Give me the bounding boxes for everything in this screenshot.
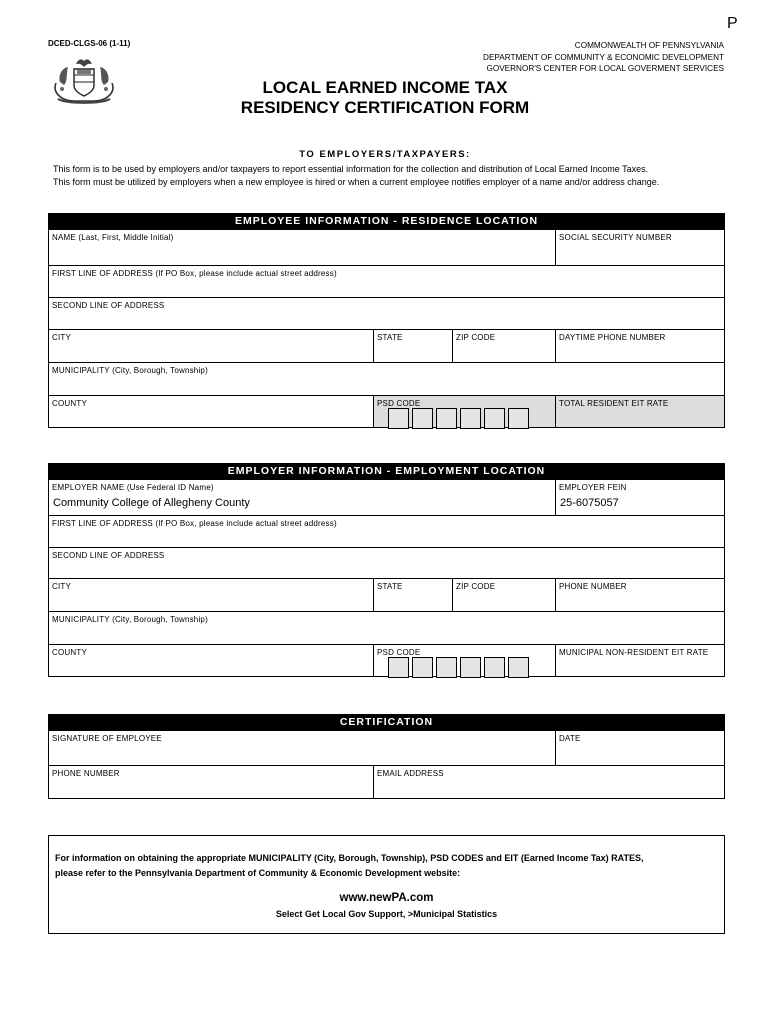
field-label: COUNTY [52,648,87,657]
employee-section [48,213,725,428]
agency-line: DEPARTMENT OF COMMUNITY & ECONOMIC DEVELOPMENT [483,52,724,62]
employee-county-field[interactable] [49,396,373,427]
employee-address2-field[interactable] [49,298,724,329]
employer-fein-field[interactable] [555,480,724,515]
intro-line: This form is to be used by employers and/or taxpayers to report essential information for the collection and distribution of Local Earned Income Taxes. [53,164,649,174]
info-box [48,835,725,934]
employer-city-row [49,578,724,611]
employer-municipality-field[interactable] [49,612,724,644]
field-label: FIRST LINE OF ADDRESS (If PO Box, please include actual street address) [52,519,337,528]
field-label: SIGNATURE OF EMPLOYEE [52,734,162,743]
employer-phone-field[interactable] [555,579,724,611]
field-label: TOTAL RESIDENT EIT RATE [559,399,669,408]
field-label: MUNICIPALITY (City, Borough, Township) [52,615,208,624]
intro-line: This form must be utilized by employers when a new employee is hired or when a current employee notifies employer of a name and/or address change. [53,177,660,187]
employer-address1-field[interactable] [49,516,724,547]
employee-county-row [49,395,724,427]
employer-psd-field [373,645,555,676]
agency-block [483,40,724,75]
psd-digit-box[interactable] [436,657,457,678]
psd-digit-box[interactable] [388,408,409,429]
field-label: PHONE NUMBER [52,769,120,778]
employer-city-field[interactable] [49,579,373,611]
employee-signature-field[interactable] [49,731,555,765]
employer-state-field[interactable] [373,579,452,611]
agency-line: COMMONWEALTH OF PENNSYLVANIA [574,41,724,50]
employee-section-title: EMPLOYEE INFORMATION - RESIDENCE LOCATION [49,214,724,229]
psd-digit-box[interactable] [412,408,433,429]
page-corner-mark: P [727,15,738,32]
employee-address2-row [49,297,724,329]
employer-municipality-row [49,611,724,644]
psd-digit-box[interactable] [412,657,433,678]
employee-municipality-field[interactable] [49,363,724,395]
navigation-hint: Select Get Local Gov Support, >Municipal Statistics [275,909,498,919]
field-label: STATE [377,582,403,591]
info-text [55,851,718,881]
field-label: PHONE NUMBER [559,582,627,591]
certification-phone-field[interactable] [49,766,373,798]
field-label: PSD CODE [377,648,421,657]
employer-section [48,463,725,677]
employee-name-field[interactable] [49,230,555,265]
field-label: SECOND LINE OF ADDRESS [52,551,165,560]
employee-address1-row [49,265,724,297]
form-id: DCED-CLGS-06 (1-11) [48,39,131,48]
employee-city-field[interactable] [49,330,373,362]
psd-digit-box[interactable] [508,408,529,429]
employee-address1-field[interactable] [49,266,724,297]
field-label: DAYTIME PHONE NUMBER [559,333,666,342]
field-label: PSD CODE [377,399,421,408]
employee-psd-field [373,396,555,427]
field-label: MUNICIPALITY (City, Borough, Township) [52,366,208,375]
field-label: CITY [52,333,72,342]
agency-line: GOVERNOR'S CENTER FOR LOCAL GOVERMENT SERVICES [486,64,724,73]
field-label: SECOND LINE OF ADDRESS [52,301,165,310]
psd-digit-box[interactable] [436,408,457,429]
field-label: EMPLOYER FEIN [559,483,627,492]
info-line: please refer to the Pennsylvania Department of Community & Economic Development website: [55,868,461,878]
info-line: For information on obtaining the appropriate MUNICIPALITY (City, Borough, Township), PSD CODES and EIT (Earned Income Tax) RATES, [55,853,644,863]
employer-name-row [49,479,724,515]
form-title [0,78,770,118]
employer-section-title: EMPLOYER INFORMATION - EMPLOYMENT LOCATION [49,464,724,479]
signature-date-field[interactable] [555,731,724,765]
employee-zip-field[interactable] [452,330,555,362]
field-label: ZIP CODE [456,582,496,591]
field-label: DATE [559,734,581,743]
employer-eit-rate-field[interactable] [555,645,724,676]
psd-digit-box[interactable] [484,408,505,429]
employee-phone-field[interactable] [555,330,724,362]
intro-heading: TO EMPLOYERS/TAXPAYERS: [299,149,471,160]
certification-section [48,714,725,799]
form-title-line: RESIDENCY CERTIFICATION FORM [240,98,530,117]
employer-county-row [49,644,724,676]
certification-section-title: CERTIFICATION [49,715,724,730]
employer-name-field[interactable] [49,480,555,515]
field-label: STATE [377,333,403,342]
intro-text [53,163,659,189]
employer-address2-field[interactable] [49,548,724,578]
employee-state-field[interactable] [373,330,452,362]
field-label: CITY [52,582,72,591]
psd-digit-box[interactable] [508,657,529,678]
field-label: ZIP CODE [456,333,496,342]
employer-address1-row [49,515,724,547]
psd-digit-box[interactable] [388,657,409,678]
signature-row [49,730,724,765]
website-link[interactable]: www.newPA.com [339,892,434,904]
employer-name-value: Community College of Allegheny County [53,497,250,509]
employer-county-field[interactable] [49,645,373,676]
employee-municipality-row [49,362,724,395]
certification-email-field[interactable] [373,766,724,798]
field-label: FIRST LINE OF ADDRESS (If PO Box, please include actual street address) [52,269,337,278]
employee-ssn-field[interactable] [555,230,724,265]
contact-row [49,765,724,798]
field-label: MUNICIPAL NON-RESIDENT EIT RATE [559,648,709,657]
form-title-line: LOCAL EARNED INCOME TAX [262,78,508,97]
employee-city-row [49,329,724,362]
field-label: SOCIAL SECURITY NUMBER [559,233,672,242]
psd-digit-box[interactable] [484,657,505,678]
employee-eit-rate-field[interactable] [555,396,724,427]
employer-address2-row [49,547,724,578]
employer-fein-value: 25-6075057 [560,497,619,509]
psd-digit-box[interactable] [460,408,481,429]
field-label: NAME (Last, First, Middle Initial) [52,233,174,242]
field-label: COUNTY [52,399,87,408]
field-label: EMAIL ADDRESS [377,769,444,778]
psd-digit-box[interactable] [460,657,481,678]
field-label: EMPLOYER NAME (Use Federal ID Name) [52,483,214,492]
employer-zip-field[interactable] [452,579,555,611]
employee-name-row [49,229,724,265]
